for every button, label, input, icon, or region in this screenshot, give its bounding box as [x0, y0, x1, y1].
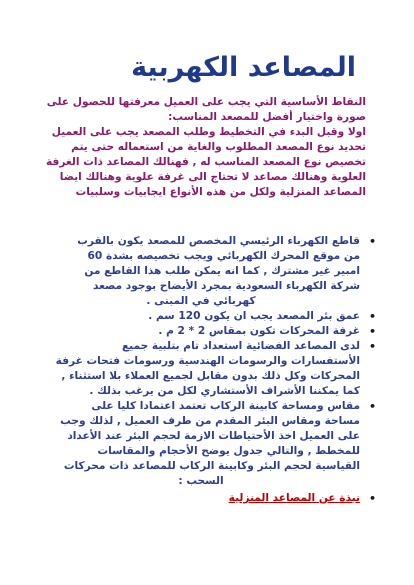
- bullet-icon: •: [368, 235, 376, 248]
- bullet-icon: •: [368, 325, 376, 338]
- page-title: المصاعد الكهربية: [131, 52, 356, 83]
- list-item-link: [42, 491, 376, 506]
- list-item-line: غرفة المحركات تكون بمقاس 2 * 2 م .: [158, 325, 360, 337]
- list-item-line: مقاس ومساحة كابينة الركاب تعتمد اعتمادا كليا على: [91, 400, 360, 412]
- list-item: [42, 234, 376, 309]
- list-item-line: للمخطط , والتالي جدول يوضح الأحجام والمقاسات: [97, 445, 360, 457]
- list-item: [42, 339, 376, 399]
- list-item-line: الأستفسارات والرسومات الهندسية ورسومات فتحات غرفة: [55, 355, 360, 367]
- list-item-line: عمق بئر المصعد يجب ان يكون 120 سم .: [148, 310, 360, 322]
- bullet-list: [42, 234, 376, 506]
- intro-line: تخصيص نوع المصعد المناسب له , فهنالك المصاعد ذات الغرفة: [45, 156, 366, 168]
- bullet-icon: •: [368, 310, 376, 323]
- home-elevators-link[interactable]: نبذة عن المصاعد المنزلية: [228, 492, 360, 504]
- list-item: [42, 324, 376, 339]
- list-item-line: السحب :: [178, 475, 224, 487]
- list-item-line: كما يمكننا الأشراف الأستشاري لكل من يرغب بذلك .: [89, 385, 360, 397]
- bullet-icon: •: [368, 492, 376, 505]
- intro-line: العلوية وهنالك مصاعد لا تحتاج الى غرفة علوية وهنالك ايضا: [59, 171, 366, 183]
- list-item: [42, 399, 376, 489]
- intro-line: المصاعد المنزلية ولكل من هذه الأنواع ايجابيات وسلبيات: [75, 186, 366, 198]
- list-item-line: المحركات وكل ذلك بدون مقابل لجميع العملاء بلا استثناء ,: [61, 370, 360, 382]
- list-item-line: امبير غير مشترك , كما انه يمكن طلب هذا القاطع من: [84, 265, 360, 277]
- list-item: [42, 309, 376, 324]
- list-item-line: كهربائي في المبنى .: [146, 295, 256, 307]
- list-item-line: على العميل اخذ الأحتياطات الازمة لحجم البئر عند الأعداد: [67, 430, 360, 442]
- intro-line: اولا وقبل البدء في التخطيط وطلب المصعد يجب على العميل: [51, 126, 366, 138]
- list-item-line: القياسية لحجم البئر وكابينة الركاب للمصاعد ذات محركات: [63, 460, 360, 472]
- intro-line: صورة واختيار أفضل للمصعد المناسب:: [168, 111, 366, 123]
- intro-paragraph: [36, 95, 366, 200]
- list-item-line: شركة الكهرباء السعودية بمجرد الأيضاح بوجود مصعد: [92, 280, 360, 292]
- list-item-line: لدى المصاعد الفضائية استعداد تام بتلبية جميع: [121, 340, 360, 352]
- intro-line: تحديد نوع المصعد المطلوب والغاية من استعماله حتى يتم: [71, 141, 366, 153]
- bullet-icon: •: [368, 340, 376, 353]
- list-item-line: مساحة ومقاس البئر المقدم من طرف العميل , لذلك وجب: [60, 415, 360, 427]
- bullet-icon: •: [368, 400, 376, 413]
- intro-line: النقاط الأساسية التي يجب على العميل معرفتها للحصول على: [46, 96, 366, 108]
- list-item-line: من موقع المحرك الكهربائي ويجب تخصيصه بشدة 60: [87, 250, 360, 262]
- list-item-line: قاطع الكهرباء الرئيسي المخصص للمصعد يكون بالقرب: [77, 235, 360, 247]
